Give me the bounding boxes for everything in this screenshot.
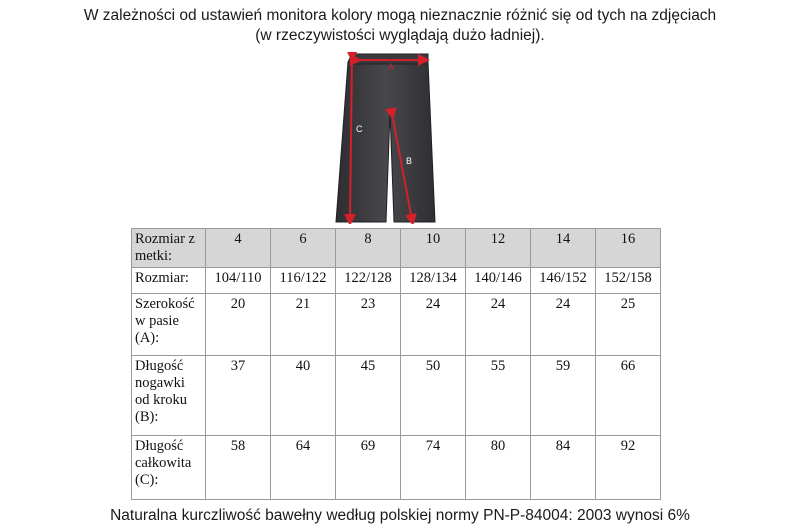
inseam-cell: 50: [401, 356, 466, 436]
waist-cell: 24: [466, 294, 531, 356]
size-cell: 152/158: [596, 268, 661, 294]
tag-size-cell: 12: [466, 229, 531, 268]
size-cell: 116/122: [271, 268, 336, 294]
total-length-cell: 92: [596, 436, 661, 500]
total-length-cell: 84: [531, 436, 596, 500]
inseam-cell: 40: [271, 356, 336, 436]
waist-cell: 23: [336, 294, 401, 356]
label-a: A: [388, 62, 395, 72]
size-cell: 146/152: [531, 268, 596, 294]
pants-measurement-diagram: [330, 52, 450, 224]
total-length-cell: 80: [466, 436, 531, 500]
table-row-total-length: [132, 436, 661, 500]
size-cell: 104/110: [206, 268, 271, 294]
tag-size-cell: 10: [401, 229, 466, 268]
waist-cell: 24: [531, 294, 596, 356]
inseam-cell: 37: [206, 356, 271, 436]
total-length-cell: 74: [401, 436, 466, 500]
tag-size-cell: 6: [271, 229, 336, 268]
size-cell: 140/146: [466, 268, 531, 294]
inseam-label: Długość nogawki od kroku (B):: [132, 356, 206, 436]
disclaimer-line-2: (w rzeczywistości wyglądają dużo ładniej).: [255, 27, 545, 44]
total-length-cell: 69: [336, 436, 401, 500]
total-length-label: Długość całkowita (C):: [132, 436, 206, 500]
tag-size-cell: 8: [336, 229, 401, 268]
inseam-cell: 59: [531, 356, 596, 436]
tag-size-cell: 4: [206, 229, 271, 268]
tag-size-cell: 16: [596, 229, 661, 268]
inseam-cell: 45: [336, 356, 401, 436]
disclaimer-line-1: W zależności od ustawień monitora kolory mogą nieznacznie różnić się od tych na zdjęciach: [83, 7, 717, 24]
size-table: [131, 228, 661, 500]
size-label: Rozmiar:: [132, 268, 206, 294]
waist-cell: 21: [271, 294, 336, 356]
waist-cell: 25: [596, 294, 661, 356]
table-row-inseam: [132, 356, 661, 436]
table-row-tag-size: [132, 229, 661, 268]
label-b: B: [406, 156, 413, 166]
size-cell: 128/134: [401, 268, 466, 294]
tag-size-cell: 14: [531, 229, 596, 268]
waist-cell: 20: [206, 294, 271, 356]
waist-cell: 24: [401, 294, 466, 356]
table-row-size: [132, 268, 661, 294]
size-cell: 122/128: [336, 268, 401, 294]
waist-label: Szerokość w pasie (A):: [132, 294, 206, 356]
inseam-cell: 66: [596, 356, 661, 436]
shrinkage-note: Naturalna kurczliwość bawełny według polskiej normy PN-P-84004: 2003 wynosi 6%: [110, 507, 690, 524]
tag-size-label: Rozmiar z metki:: [132, 229, 206, 268]
total-length-cell: 64: [271, 436, 336, 500]
total-length-cell: 58: [206, 436, 271, 500]
table-row-waist: [132, 294, 661, 356]
label-c: C: [356, 124, 363, 134]
color-disclaimer: [0, 6, 800, 46]
inseam-cell: 55: [466, 356, 531, 436]
